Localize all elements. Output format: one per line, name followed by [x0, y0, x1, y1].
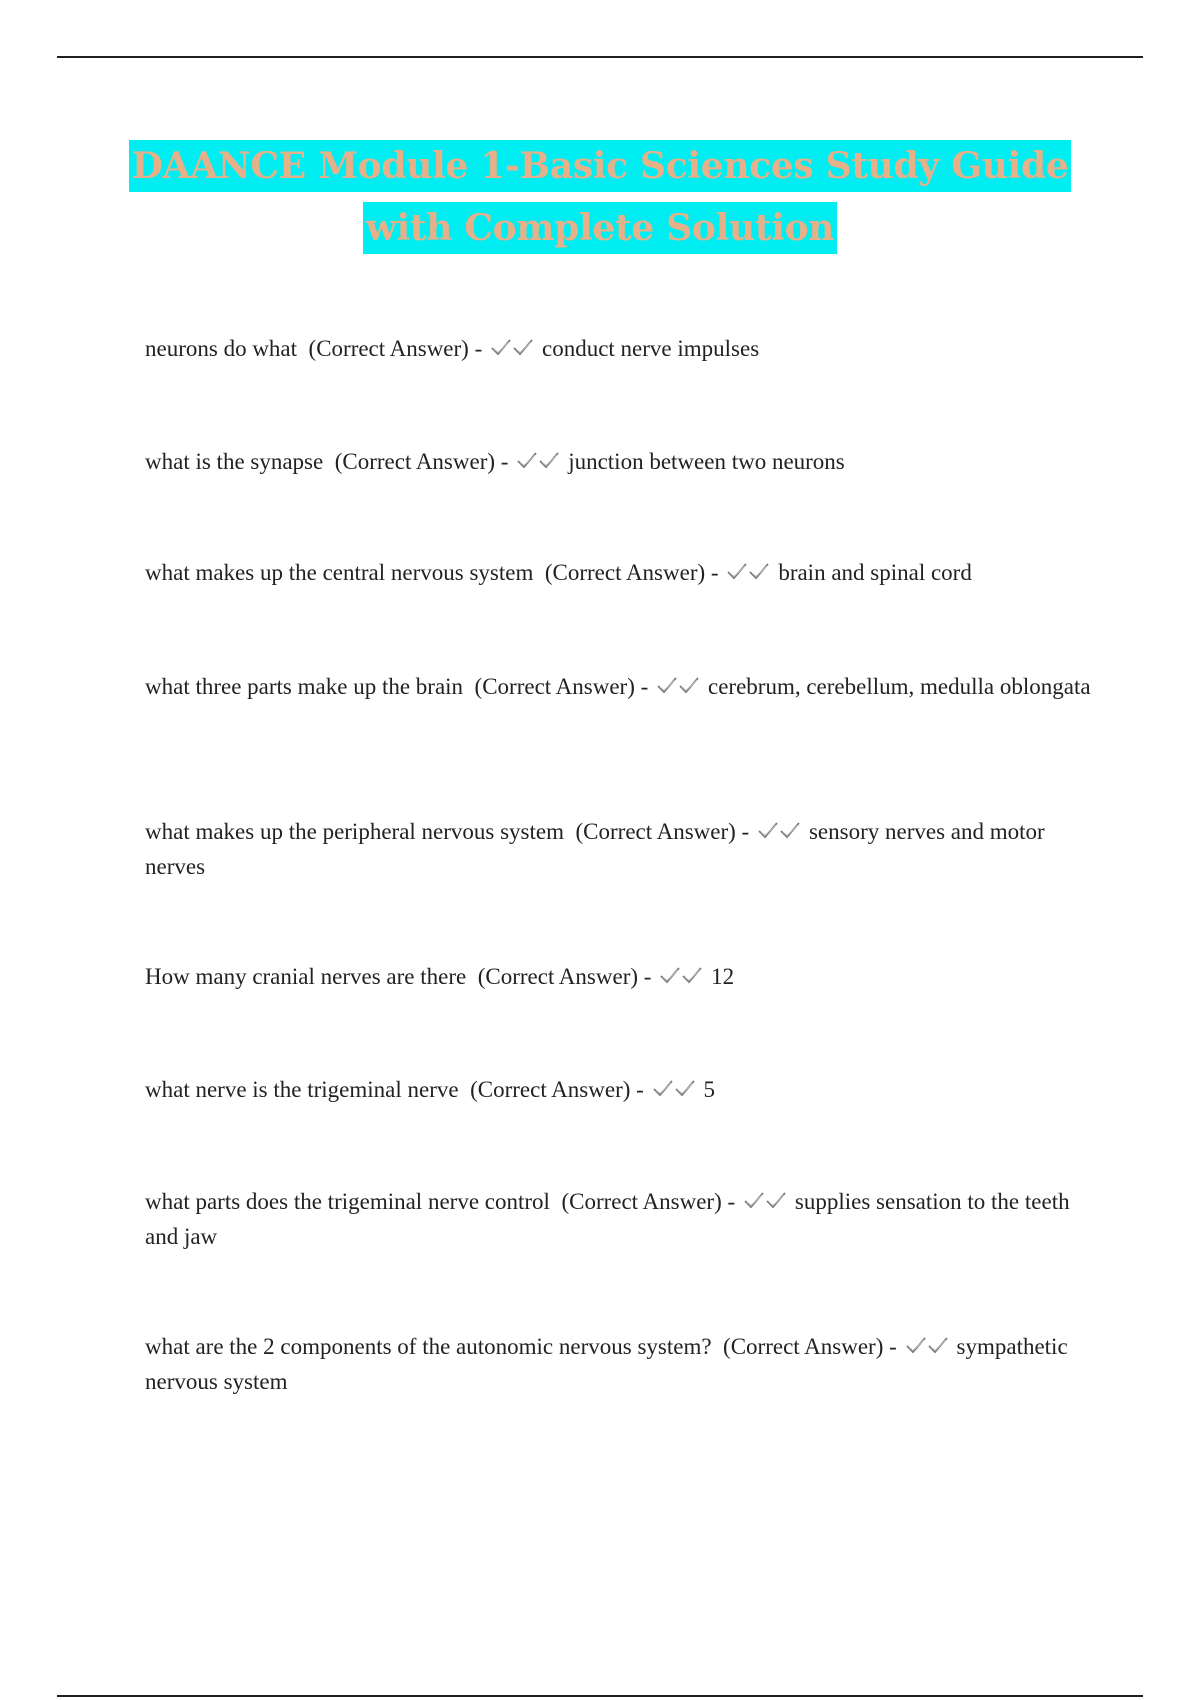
question-text: what nerve is the trigeminal nerve: [145, 1077, 459, 1102]
answer-marker: (Correct Answer) -: [308, 336, 483, 361]
qa-item: [145, 445, 1095, 480]
answer-text: supplies sensation to the teeth and jaw: [145, 1189, 1070, 1249]
qa-item: [145, 670, 1095, 705]
document-title: [0, 140, 1200, 264]
answer-text: brain and spinal cord: [778, 560, 972, 585]
double-checkmark-icon: [656, 677, 702, 699]
title-line-1: DAANCE Module 1-Basic Sciences Study Guide: [129, 140, 1072, 192]
question-text: what is the synapse: [145, 449, 324, 474]
answer-text: 5: [703, 1077, 716, 1102]
qa-item: [145, 332, 1095, 367]
top-rule: [57, 56, 1143, 58]
qa-item: [145, 1330, 1095, 1399]
answer-marker: (Correct Answer) -: [334, 449, 509, 474]
qa-item: [145, 556, 1145, 591]
qa-item: [145, 815, 1095, 884]
question-text: what parts does the trigeminal nerve control: [145, 1189, 550, 1214]
double-checkmark-icon: [757, 822, 803, 844]
answer-marker: (Correct Answer) -: [474, 674, 649, 699]
answer-marker: (Correct Answer) -: [561, 1189, 736, 1214]
double-checkmark-icon: [905, 1337, 951, 1359]
qa-item: [145, 960, 1095, 995]
double-checkmark-icon: [659, 967, 705, 989]
question-text: what makes up the peripheral nervous system: [145, 819, 564, 844]
double-checkmark-icon: [743, 1192, 789, 1214]
double-checkmark-icon: [490, 339, 536, 361]
answer-marker: (Correct Answer) -: [544, 560, 719, 585]
bottom-rule: [57, 1695, 1143, 1697]
question-text: what makes up the central nervous system: [145, 560, 534, 585]
question-text: How many cranial nerves are there: [145, 964, 467, 989]
double-checkmark-icon: [516, 452, 562, 474]
title-line-2: with Complete Solution: [363, 202, 837, 254]
question-text: what are the 2 components of the autonomic nervous system?: [145, 1334, 712, 1359]
answer-text: 12: [711, 964, 735, 989]
answer-marker: (Correct Answer) -: [575, 819, 750, 844]
double-checkmark-icon: [726, 563, 772, 585]
answer-text: sensory nerves and motor nerves: [145, 819, 1045, 879]
answer-marker: (Correct Answer) -: [470, 1077, 644, 1102]
answer-text: cerebrum, cerebellum, medulla oblongata: [708, 674, 1091, 699]
answer-marker: (Correct Answer) -: [477, 964, 652, 989]
answer-text: junction between two neurons: [568, 449, 845, 474]
qa-item: [145, 1073, 1095, 1108]
answer-marker: (Correct Answer) -: [723, 1334, 897, 1359]
question-text: what three parts make up the brain: [145, 674, 464, 699]
double-checkmark-icon: [652, 1080, 698, 1102]
answer-text: conduct nerve impulses: [542, 336, 760, 361]
answer-text: sympathetic nervous system: [145, 1334, 1068, 1394]
qa-item: [145, 1185, 1095, 1254]
question-text: neurons do what: [145, 336, 298, 361]
